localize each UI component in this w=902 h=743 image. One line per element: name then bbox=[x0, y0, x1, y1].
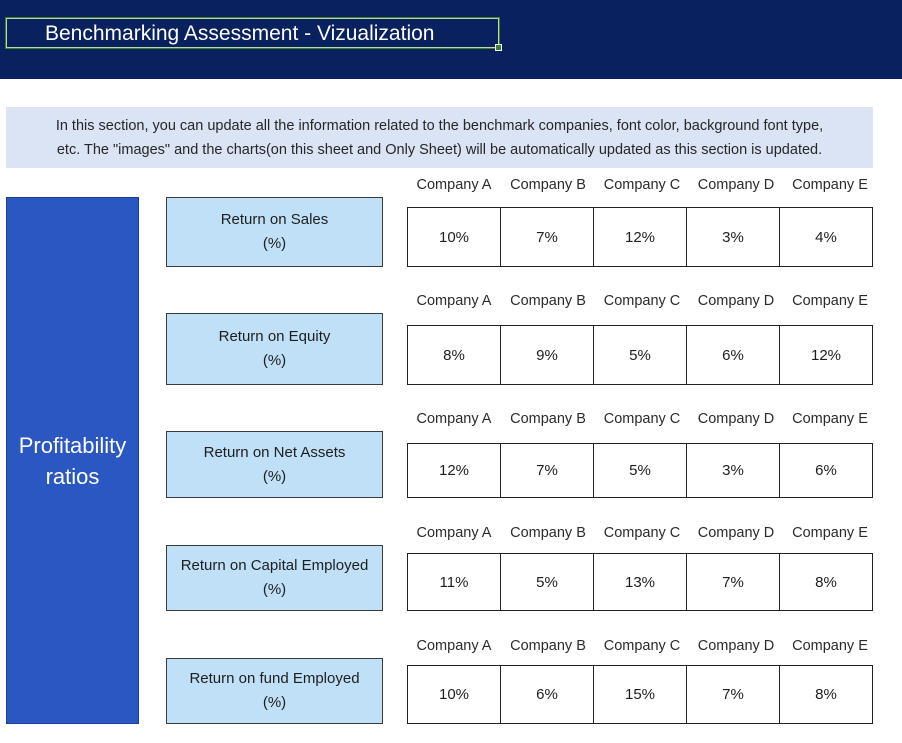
company-label: Company C bbox=[603, 293, 681, 309]
page-title-text: Benchmarking Assessment - Vizualization bbox=[45, 22, 435, 45]
category-label bbox=[6, 197, 139, 724]
company-label: Company D bbox=[697, 525, 775, 541]
values-row-return-on-fund-employed bbox=[407, 665, 873, 724]
value-cell[interactable]: 12% bbox=[810, 346, 842, 364]
company-label: Company B bbox=[510, 525, 586, 541]
company-header-row bbox=[407, 177, 877, 197]
value-cell[interactable]: 15% bbox=[594, 666, 687, 723]
metric-name: Return on Capital Employed bbox=[180, 557, 369, 574]
company-header-row bbox=[407, 411, 877, 431]
company-label: Company A bbox=[416, 638, 492, 654]
value-cell[interactable]: 5% bbox=[594, 326, 687, 384]
value-cell[interactable]: 7% bbox=[501, 444, 594, 497]
value-cell[interactable]: 5% bbox=[501, 554, 594, 610]
company-label: Company E bbox=[792, 638, 868, 654]
value-cell[interactable]: 11% bbox=[408, 554, 501, 610]
values-row-return-on-equity bbox=[407, 325, 873, 385]
company-label: Company B bbox=[510, 638, 586, 654]
company-label: Company D bbox=[697, 177, 775, 193]
company-label: Company E bbox=[792, 293, 868, 309]
value-cell[interactable]: 7% bbox=[687, 554, 780, 610]
company-label: Company D bbox=[697, 411, 775, 427]
value-cell[interactable]: 10% bbox=[408, 666, 501, 723]
metric-unit: (%) bbox=[262, 467, 287, 485]
company-label: Company E bbox=[792, 411, 868, 427]
metric-return-on-net-assets bbox=[166, 431, 383, 498]
metric-unit: (%) bbox=[262, 235, 287, 252]
value-cell[interactable]: 4% bbox=[815, 228, 837, 246]
company-header-row bbox=[407, 525, 877, 545]
intro-line-1: In this section, you can update all the information related to the benchmark companies, font color, background font type, bbox=[55, 118, 824, 134]
company-label: Company E bbox=[792, 177, 868, 193]
value-cell[interactable]: 12% bbox=[594, 208, 687, 266]
values-row-return-on-capital-employed bbox=[407, 553, 873, 611]
metric-return-on-equity bbox=[166, 313, 383, 385]
metric-return-on-capital-employed bbox=[166, 545, 383, 611]
metric-name: Return on Sales bbox=[220, 211, 329, 228]
metric-unit: (%) bbox=[262, 352, 287, 369]
metric-return-on-fund-employed bbox=[166, 658, 383, 724]
value-cell[interactable]: 6% bbox=[501, 666, 594, 723]
company-label: Company A bbox=[416, 293, 492, 309]
company-label: Company D bbox=[697, 293, 775, 309]
value-cell[interactable]: 13% bbox=[594, 554, 687, 610]
company-label: Company C bbox=[603, 638, 681, 654]
intro-line-2: etc. The "images" and the charts(on this sheet and Only Sheet) will be automatically updated as this section is updated. bbox=[56, 142, 823, 158]
intro-note bbox=[6, 107, 873, 168]
value-cell[interactable]: 6% bbox=[687, 326, 780, 384]
company-label: Company B bbox=[510, 177, 586, 193]
metric-name: Return on Net Assets bbox=[203, 443, 346, 461]
company-label: Company E bbox=[792, 525, 868, 541]
company-label: Company B bbox=[510, 411, 586, 427]
value-cell[interactable]: 8% bbox=[815, 686, 837, 703]
fill-handle[interactable] bbox=[495, 44, 502, 51]
company-label: Company C bbox=[603, 411, 681, 427]
values-row-return-on-sales bbox=[407, 207, 873, 267]
values-row-return-on-net-assets bbox=[407, 443, 873, 498]
category-line-1: Profitability bbox=[18, 432, 127, 458]
value-cell[interactable]: 7% bbox=[501, 208, 594, 266]
company-header-row bbox=[407, 293, 877, 313]
header-banner bbox=[0, 0, 902, 79]
value-cell[interactable]: 3% bbox=[687, 208, 780, 266]
value-cell[interactable]: 7% bbox=[687, 666, 780, 723]
metric-name: Return on Equity bbox=[218, 328, 331, 345]
value-cell[interactable]: 6% bbox=[815, 462, 837, 479]
metric-name: Return on fund Employed bbox=[189, 670, 360, 687]
company-label: Company A bbox=[416, 525, 492, 541]
value-cell[interactable]: 8% bbox=[408, 326, 501, 384]
company-label: Company A bbox=[416, 177, 492, 193]
company-label: Company D bbox=[697, 638, 775, 654]
value-cell[interactable]: 8% bbox=[815, 573, 837, 591]
value-cell[interactable]: 12% bbox=[408, 444, 501, 497]
company-label: Company B bbox=[510, 293, 586, 309]
value-cell[interactable]: 10% bbox=[408, 208, 501, 266]
company-header-row bbox=[407, 638, 877, 658]
metric-unit: (%) bbox=[262, 694, 287, 711]
value-cell[interactable]: 9% bbox=[501, 326, 594, 384]
category-line-2: ratios bbox=[45, 463, 100, 489]
value-cell[interactable]: 3% bbox=[687, 444, 780, 497]
page-title[interactable] bbox=[6, 18, 499, 48]
company-label: Company A bbox=[416, 411, 492, 427]
metric-unit: (%) bbox=[262, 581, 287, 598]
value-cell[interactable]: 5% bbox=[594, 444, 687, 497]
metric-return-on-sales bbox=[166, 197, 383, 267]
company-label: Company C bbox=[603, 525, 681, 541]
company-label: Company C bbox=[603, 177, 681, 193]
